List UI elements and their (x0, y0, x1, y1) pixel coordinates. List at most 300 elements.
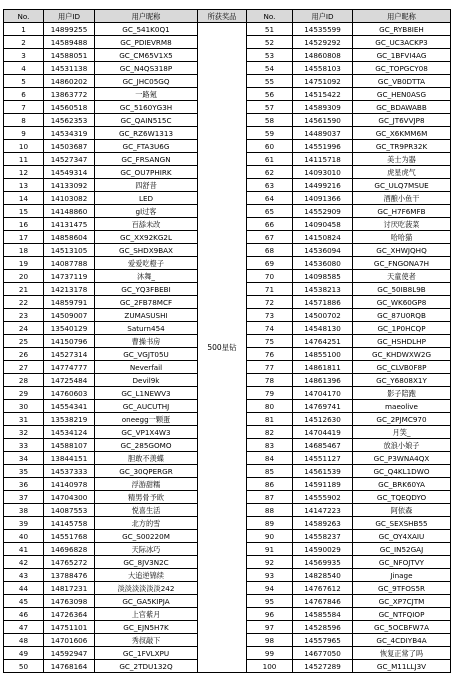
cell-right-user-id: 14704419 (293, 426, 353, 439)
cell-left-no: 45 (4, 595, 44, 608)
cell-right-no: 61 (247, 153, 293, 166)
cell-left-nickname: gl过客 (95, 205, 198, 218)
cell-right-user-id: 14861396 (293, 374, 353, 387)
cell-left-nickname: GC_5160YG3H (95, 101, 198, 114)
cell-left-user-id: 14148860 (44, 205, 95, 218)
cell-left-user-id: 14549314 (44, 166, 95, 179)
cell-right-user-id: 14552909 (293, 205, 353, 218)
cell-right-user-id: 14685467 (293, 439, 353, 452)
cell-left-nickname: 悦喜生活 (95, 504, 198, 517)
cell-left-user-id: 14551768 (44, 530, 95, 543)
cell-right-nickname: GC_Y6808X1Y (353, 374, 451, 387)
cell-right-nickname: GC_87U0RQB (353, 309, 451, 322)
cell-right-nickname: 影子陪跑 (353, 387, 451, 400)
cell-right-no: 76 (247, 348, 293, 361)
cell-left-user-id: 14087553 (44, 504, 95, 517)
cell-right-nickname: GC_2PJMC970 (353, 413, 451, 426)
cell-right-user-id: 14855100 (293, 348, 353, 361)
cell-right-no: 97 (247, 621, 293, 634)
cell-left-user-id: 14763098 (44, 595, 95, 608)
cell-left-user-id: 13538219 (44, 413, 95, 426)
cell-left-no: 23 (4, 309, 44, 322)
cell-left-user-id: 14534124 (44, 426, 95, 439)
cell-left-user-id: 14133092 (44, 179, 95, 192)
cell-left-user-id: 13863772 (44, 88, 95, 101)
cell-left-no: 32 (4, 426, 44, 439)
cell-left-nickname: 四舒昔 (95, 179, 198, 192)
cell-left-nickname: GC_FTA3U6G (95, 140, 198, 153)
cell-left-no: 11 (4, 153, 44, 166)
cell-left-nickname: GC_2TDU132Q (95, 660, 198, 673)
cell-right-no: 79 (247, 387, 293, 400)
cell-right-no: 87 (247, 491, 293, 504)
cell-left-nickname: 淡淡淡淡淡淡242 (95, 582, 198, 595)
cell-left-no: 36 (4, 478, 44, 491)
cell-right-user-id: 14551996 (293, 140, 353, 153)
cell-right-user-id: 14499216 (293, 179, 353, 192)
winners-table (3, 9, 451, 673)
cell-left-no: 20 (4, 270, 44, 283)
cell-left-nickname: Saturn454 (95, 322, 198, 335)
cell-right-user-id: 14489037 (293, 127, 353, 140)
cell-left-nickname: GC_30QPERGR (95, 465, 198, 478)
cell-right-nickname: GC_9TFOS5R (353, 582, 451, 595)
cell-right-user-id: 14751092 (293, 75, 353, 88)
cell-left-no: 34 (4, 452, 44, 465)
cell-left-no: 27 (4, 361, 44, 374)
cell-right-nickname: 放浪小娘子 (353, 439, 451, 452)
cell-left-no: 40 (4, 530, 44, 543)
cell-right-nickname: 阿依森 (353, 504, 451, 517)
cell-right-user-id: 14590029 (293, 543, 353, 556)
cell-right-no: 77 (247, 361, 293, 374)
cell-left-no: 25 (4, 335, 44, 348)
cell-left-nickname: GC_L1NEWV3 (95, 387, 198, 400)
cell-left-user-id: 14751101 (44, 621, 95, 634)
cell-right-no: 64 (247, 192, 293, 205)
table-header (4, 10, 451, 23)
cell-left-user-id: 14513105 (44, 244, 95, 257)
cell-left-no: 42 (4, 556, 44, 569)
cell-right-nickname: 美士为器 (353, 153, 451, 166)
cell-right-nickname: GC_BRK60YA (353, 478, 451, 491)
cell-left-no: 5 (4, 75, 44, 88)
cell-left-no: 6 (4, 88, 44, 101)
header-prize: 所获奖品 (198, 10, 247, 23)
cell-right-no: 67 (247, 231, 293, 244)
cell-right-no: 89 (247, 517, 293, 530)
cell-right-user-id: 14515422 (293, 88, 353, 101)
cell-left-nickname: 一路氪 (95, 88, 198, 101)
cell-left-no: 10 (4, 140, 44, 153)
header-nickname-left: 用户昵称 (95, 10, 198, 23)
cell-right-nickname: 哈哈猫 (353, 231, 451, 244)
cell-right-nickname: 虎星虎气 (353, 166, 451, 179)
cell-right-no: 54 (247, 62, 293, 75)
cell-left-no: 37 (4, 491, 44, 504)
cell-right-nickname: 月笑_ (353, 426, 451, 439)
cell-right-no: 78 (247, 374, 293, 387)
cell-right-no: 95 (247, 595, 293, 608)
cell-right-no: 56 (247, 88, 293, 101)
cell-left-user-id: 13844151 (44, 452, 95, 465)
cell-left-user-id: 14087788 (44, 257, 95, 270)
cell-left-nickname: GC_FRSANGN (95, 153, 198, 166)
cell-right-no: 86 (247, 478, 293, 491)
cell-right-no: 72 (247, 296, 293, 309)
cell-right-user-id: 14591189 (293, 478, 353, 491)
cell-left-no: 1 (4, 23, 44, 36)
cell-left-nickname: GC_PDIEVRM8 (95, 36, 198, 49)
cell-right-no: 92 (247, 556, 293, 569)
header-nickname-right: 用户昵称 (353, 10, 451, 23)
cell-left-no: 31 (4, 413, 44, 426)
cell-right-user-id: 14561590 (293, 114, 353, 127)
header-no-left: No. (4, 10, 44, 23)
prize-cell: 500星钻 (198, 23, 247, 673)
cell-left-nickname: GC_AUCUTHJ (95, 400, 198, 413)
cell-right-no: 91 (247, 543, 293, 556)
cell-right-user-id: 14555902 (293, 491, 353, 504)
cell-right-user-id: 14589263 (293, 517, 353, 530)
cell-left-user-id: 14213178 (44, 283, 95, 296)
cell-left-nickname: GC_CM65V1X5 (95, 49, 198, 62)
cell-right-user-id: 14569935 (293, 556, 353, 569)
cell-left-no: 13 (4, 179, 44, 192)
cell-left-nickname: ZUMASUSHI (95, 309, 198, 322)
cell-left-nickname: GC_1FVLXPU (95, 647, 198, 660)
cell-left-nickname: GC_EJN5H7K (95, 621, 198, 634)
cell-left-user-id: 14817231 (44, 582, 95, 595)
cell-left-no: 26 (4, 348, 44, 361)
cell-left-user-id: 14774777 (44, 361, 95, 374)
cell-right-no: 84 (247, 452, 293, 465)
cell-right-no: 58 (247, 114, 293, 127)
cell-left-no: 7 (4, 101, 44, 114)
cell-left-no: 48 (4, 634, 44, 647)
cell-right-user-id: 14769741 (293, 400, 353, 413)
cell-left-user-id: 14765272 (44, 556, 95, 569)
cell-left-nickname: Neverfail (95, 361, 198, 374)
cell-left-user-id: 14701606 (44, 634, 95, 647)
cell-right-nickname: 恢复正常了吗 (353, 647, 451, 660)
cell-right-user-id: 14589309 (293, 101, 353, 114)
cell-right-no: 63 (247, 179, 293, 192)
cell-left-nickname: LED (95, 192, 198, 205)
cell-right-user-id: 14571886 (293, 296, 353, 309)
cell-left-no: 3 (4, 49, 44, 62)
cell-left-user-id: 14860202 (44, 75, 95, 88)
cell-right-user-id: 14115718 (293, 153, 353, 166)
cell-right-nickname: GC_NFOJTVY (353, 556, 451, 569)
cell-left-no: 16 (4, 218, 44, 231)
cell-left-nickname: GC_541K0Q1 (95, 23, 198, 36)
cell-left-nickname: GC_RZ6W1313 (95, 127, 198, 140)
cell-left-nickname: 胆敢不羡蝶 (95, 452, 198, 465)
cell-left-no: 43 (4, 569, 44, 582)
cell-left-user-id: 14899255 (44, 23, 95, 36)
cell-left-user-id: 14131475 (44, 218, 95, 231)
cell-left-no: 33 (4, 439, 44, 452)
cell-right-nickname: GC_OY4XAIU (353, 530, 451, 543)
cell-right-no: 66 (247, 218, 293, 231)
cell-left-nickname: Devil9k (95, 374, 198, 387)
cell-left-user-id: 14726364 (44, 608, 95, 621)
cell-left-no: 19 (4, 257, 44, 270)
cell-right-user-id: 14500702 (293, 309, 353, 322)
cell-right-user-id: 14091366 (293, 192, 353, 205)
cell-right-nickname: GC_TQEQDYO (353, 491, 451, 504)
cell-left-nickname: GC_8JV3N2C (95, 556, 198, 569)
cell-right-nickname: GC_X6KMM6M (353, 127, 451, 140)
cell-left-no: 4 (4, 62, 44, 75)
cell-left-user-id: 14140978 (44, 478, 95, 491)
cell-right-nickname: GC_HSHDLHP (353, 335, 451, 348)
cell-right-user-id: 14535599 (293, 23, 353, 36)
cell-right-nickname: maeolive (353, 400, 451, 413)
cell-left-user-id: 14503687 (44, 140, 95, 153)
cell-right-nickname: GC_H7F6MFB (353, 205, 451, 218)
cell-left-nickname: 上官紫月 (95, 608, 198, 621)
cell-right-nickname: 讨厌吃菠菜 (353, 218, 451, 231)
cell-right-user-id: 14704170 (293, 387, 353, 400)
cell-right-user-id: 14828540 (293, 569, 353, 582)
cell-right-nickname: 酒酿小鱼干 (353, 192, 451, 205)
cell-right-nickname: GC_RYB8IEH (353, 23, 451, 36)
cell-left-no: 18 (4, 244, 44, 257)
cell-left-no: 38 (4, 504, 44, 517)
cell-left-no: 14 (4, 192, 44, 205)
cell-right-nickname: GC_SEXSHB55 (353, 517, 451, 530)
cell-right-nickname: GC_Q4KL1DWO (353, 465, 451, 478)
cell-left-user-id: 14704300 (44, 491, 95, 504)
cell-right-nickname: GC_JT6VVJP8 (353, 114, 451, 127)
cell-right-user-id: 14536094 (293, 244, 353, 257)
cell-left-nickname: GC_N4QS318P (95, 62, 198, 75)
cell-left-nickname: 百舔未改 (95, 218, 198, 231)
cell-left-user-id: 14509007 (44, 309, 95, 322)
cell-right-no: 100 (247, 660, 293, 673)
cell-left-user-id: 14859791 (44, 296, 95, 309)
cell-right-no: 62 (247, 166, 293, 179)
cell-left-nickname: 北方的雪 (95, 517, 198, 530)
cell-left-nickname: GC_GA5KIPJA (95, 595, 198, 608)
cell-right-no: 69 (247, 257, 293, 270)
cell-left-nickname: 曹操书房 (95, 335, 198, 348)
cell-left-nickname: 沐舞_ (95, 270, 198, 283)
cell-left-nickname: 浮游甜糯 (95, 478, 198, 491)
cell-right-nickname: GC_1P0HCQP (353, 322, 451, 335)
cell-right-user-id: 14527289 (293, 660, 353, 673)
cell-left-no: 30 (4, 400, 44, 413)
cell-left-nickname: GC_XX92KG2L (95, 231, 198, 244)
cell-right-user-id: 14557965 (293, 634, 353, 647)
cell-right-nickname: GC_FNGONA7H (353, 257, 451, 270)
cell-left-no: 50 (4, 660, 44, 673)
cell-right-nickname: GC_50IB8L9B (353, 283, 451, 296)
cell-left-nickname: GC_2FB78MCF (95, 296, 198, 309)
cell-right-user-id: 14528596 (293, 621, 353, 634)
header-user-id-left: 用户ID (44, 10, 95, 23)
cell-right-user-id: 14548130 (293, 322, 353, 335)
cell-right-user-id: 14767612 (293, 582, 353, 595)
cell-left-no: 46 (4, 608, 44, 621)
cell-right-user-id: 14093010 (293, 166, 353, 179)
cell-left-user-id: 14737119 (44, 270, 95, 283)
cell-left-no: 15 (4, 205, 44, 218)
cell-right-nickname: 天童使者 (353, 270, 451, 283)
cell-left-no: 8 (4, 114, 44, 127)
cell-right-user-id: 14558237 (293, 530, 353, 543)
cell-left-nickname: GC_VGJT05U (95, 348, 198, 361)
cell-left-nickname: oneegg一颗蛋 (95, 413, 198, 426)
cell-left-no: 28 (4, 374, 44, 387)
cell-right-no: 80 (247, 400, 293, 413)
cell-right-nickname: GC_CLVB0F8P (353, 361, 451, 374)
cell-right-user-id: 14147223 (293, 504, 353, 517)
cell-right-no: 99 (247, 647, 293, 660)
cell-left-no: 17 (4, 231, 44, 244)
cell-right-user-id: 14767846 (293, 595, 353, 608)
cell-right-user-id: 14585584 (293, 608, 353, 621)
cell-right-nickname: GC_1BFVI4AG (353, 49, 451, 62)
cell-right-user-id: 14529292 (293, 36, 353, 49)
cell-right-user-id: 14558103 (293, 62, 353, 75)
cell-left-no: 9 (4, 127, 44, 140)
cell-right-no: 59 (247, 127, 293, 140)
cell-left-nickname: GC_S00220M (95, 530, 198, 543)
cell-right-no: 74 (247, 322, 293, 335)
cell-right-no: 52 (247, 36, 293, 49)
cell-left-user-id: 13540129 (44, 322, 95, 335)
cell-left-user-id: 14768164 (44, 660, 95, 673)
cell-right-user-id: 14861811 (293, 361, 353, 374)
cell-left-user-id: 14531138 (44, 62, 95, 75)
cell-right-no: 51 (247, 23, 293, 36)
cell-right-no: 96 (247, 608, 293, 621)
cell-left-no: 24 (4, 322, 44, 335)
cell-right-no: 53 (247, 49, 293, 62)
cell-right-no: 70 (247, 270, 293, 283)
cell-right-user-id: 14536080 (293, 257, 353, 270)
cell-right-user-id: 14764251 (293, 335, 353, 348)
cell-right-no: 73 (247, 309, 293, 322)
cell-left-user-id: 13788476 (44, 569, 95, 582)
cell-right-no: 65 (247, 205, 293, 218)
cell-right-user-id: 14561539 (293, 465, 353, 478)
cell-left-user-id: 14588107 (44, 439, 95, 452)
cell-left-no: 41 (4, 543, 44, 556)
cell-right-user-id: 14860808 (293, 49, 353, 62)
cell-right-nickname: GC_IN52GAJ (353, 543, 451, 556)
cell-left-user-id: 14537333 (44, 465, 95, 478)
cell-left-no: 35 (4, 465, 44, 478)
cell-right-user-id: 14512630 (293, 413, 353, 426)
cell-right-nickname: GC_P3WNA4QX (353, 452, 451, 465)
cell-left-no: 49 (4, 647, 44, 660)
cell-right-nickname: GC_M11LLJ3V (353, 660, 451, 673)
cell-left-nickname: GC_VP1X4W3 (95, 426, 198, 439)
cell-left-user-id: 14527347 (44, 153, 95, 166)
cell-right-nickname: GC_WK60GP8 (353, 296, 451, 309)
header-user-id-right: 用户ID (293, 10, 353, 23)
cell-right-user-id: 14150824 (293, 231, 353, 244)
cell-right-nickname: GC_5OCBFW7A (353, 621, 451, 634)
cell-left-user-id: 14760603 (44, 387, 95, 400)
cell-right-nickname: GC_TOPGCY08 (353, 62, 451, 75)
cell-left-nickname: 大追逆锦续 (95, 569, 198, 582)
cell-left-no: 21 (4, 283, 44, 296)
cell-left-user-id: 14534319 (44, 127, 95, 140)
cell-right-nickname: GC_UC3ACKP3 (353, 36, 451, 49)
cell-right-no: 98 (247, 634, 293, 647)
cell-right-nickname: GC_VB0DTTA (353, 75, 451, 88)
cell-left-user-id: 14588051 (44, 49, 95, 62)
cell-left-user-id: 14150796 (44, 335, 95, 348)
cell-left-nickname: 秀叔敲下 (95, 634, 198, 647)
cell-right-nickname: GC_BDAWABB (353, 101, 451, 114)
cell-left-no: 39 (4, 517, 44, 530)
header-row (4, 10, 451, 23)
cell-left-nickname: 爱爱吃橙子 (95, 257, 198, 270)
header-no-right: No. (247, 10, 293, 23)
cell-right-no: 75 (247, 335, 293, 348)
cell-right-user-id: 14098585 (293, 270, 353, 283)
cell-right-no: 94 (247, 582, 293, 595)
cell-left-user-id: 14725484 (44, 374, 95, 387)
cell-left-user-id: 14527314 (44, 348, 95, 361)
cell-right-no: 57 (247, 101, 293, 114)
cell-left-user-id: 14589488 (44, 36, 95, 49)
cell-right-nickname: GC_KHDWXW2G (353, 348, 451, 361)
cell-right-nickname: GC_HEN0ASG (353, 88, 451, 101)
cell-right-no: 85 (247, 465, 293, 478)
cell-right-nickname: GC_4CDIYB4A (353, 634, 451, 647)
cell-right-no: 90 (247, 530, 293, 543)
cell-left-user-id: 14554341 (44, 400, 95, 413)
cell-right-user-id: 14677050 (293, 647, 353, 660)
cell-right-user-id: 14551127 (293, 452, 353, 465)
cell-left-no: 47 (4, 621, 44, 634)
cell-right-no: 93 (247, 569, 293, 582)
cell-right-nickname: GC_XHWJQHQ (353, 244, 451, 257)
cell-right-no: 68 (247, 244, 293, 257)
cell-left-nickname: GC_SHDX9BAX (95, 244, 198, 257)
cell-left-user-id: 14858604 (44, 231, 95, 244)
cell-left-user-id: 14592947 (44, 647, 95, 660)
cell-left-nickname: 天际冰巧 (95, 543, 198, 556)
cell-right-nickname: GC_TR9PR32K (353, 140, 451, 153)
cell-right-no: 83 (247, 439, 293, 452)
cell-right-no: 60 (247, 140, 293, 153)
cell-right-no: 55 (247, 75, 293, 88)
cell-right-no: 71 (247, 283, 293, 296)
cell-left-user-id: 14696828 (44, 543, 95, 556)
cell-left-nickname: GC_JHC05GQ (95, 75, 198, 88)
cell-right-no: 88 (247, 504, 293, 517)
cell-right-nickname: GC_NTFQIOP (353, 608, 451, 621)
cell-left-no: 44 (4, 582, 44, 595)
cell-left-user-id: 14562353 (44, 114, 95, 127)
cell-left-nickname: GC_YQ3FBEBI (95, 283, 198, 296)
cell-left-no: 22 (4, 296, 44, 309)
cell-right-nickname: GC_ULQ7MSUE (353, 179, 451, 192)
cell-right-nickname: GC_XP7CJTM (353, 595, 451, 608)
cell-left-nickname: GC_QAIN515C (95, 114, 198, 127)
cell-left-user-id: 14560518 (44, 101, 95, 114)
table-row (4, 23, 451, 36)
table-body (4, 23, 451, 673)
